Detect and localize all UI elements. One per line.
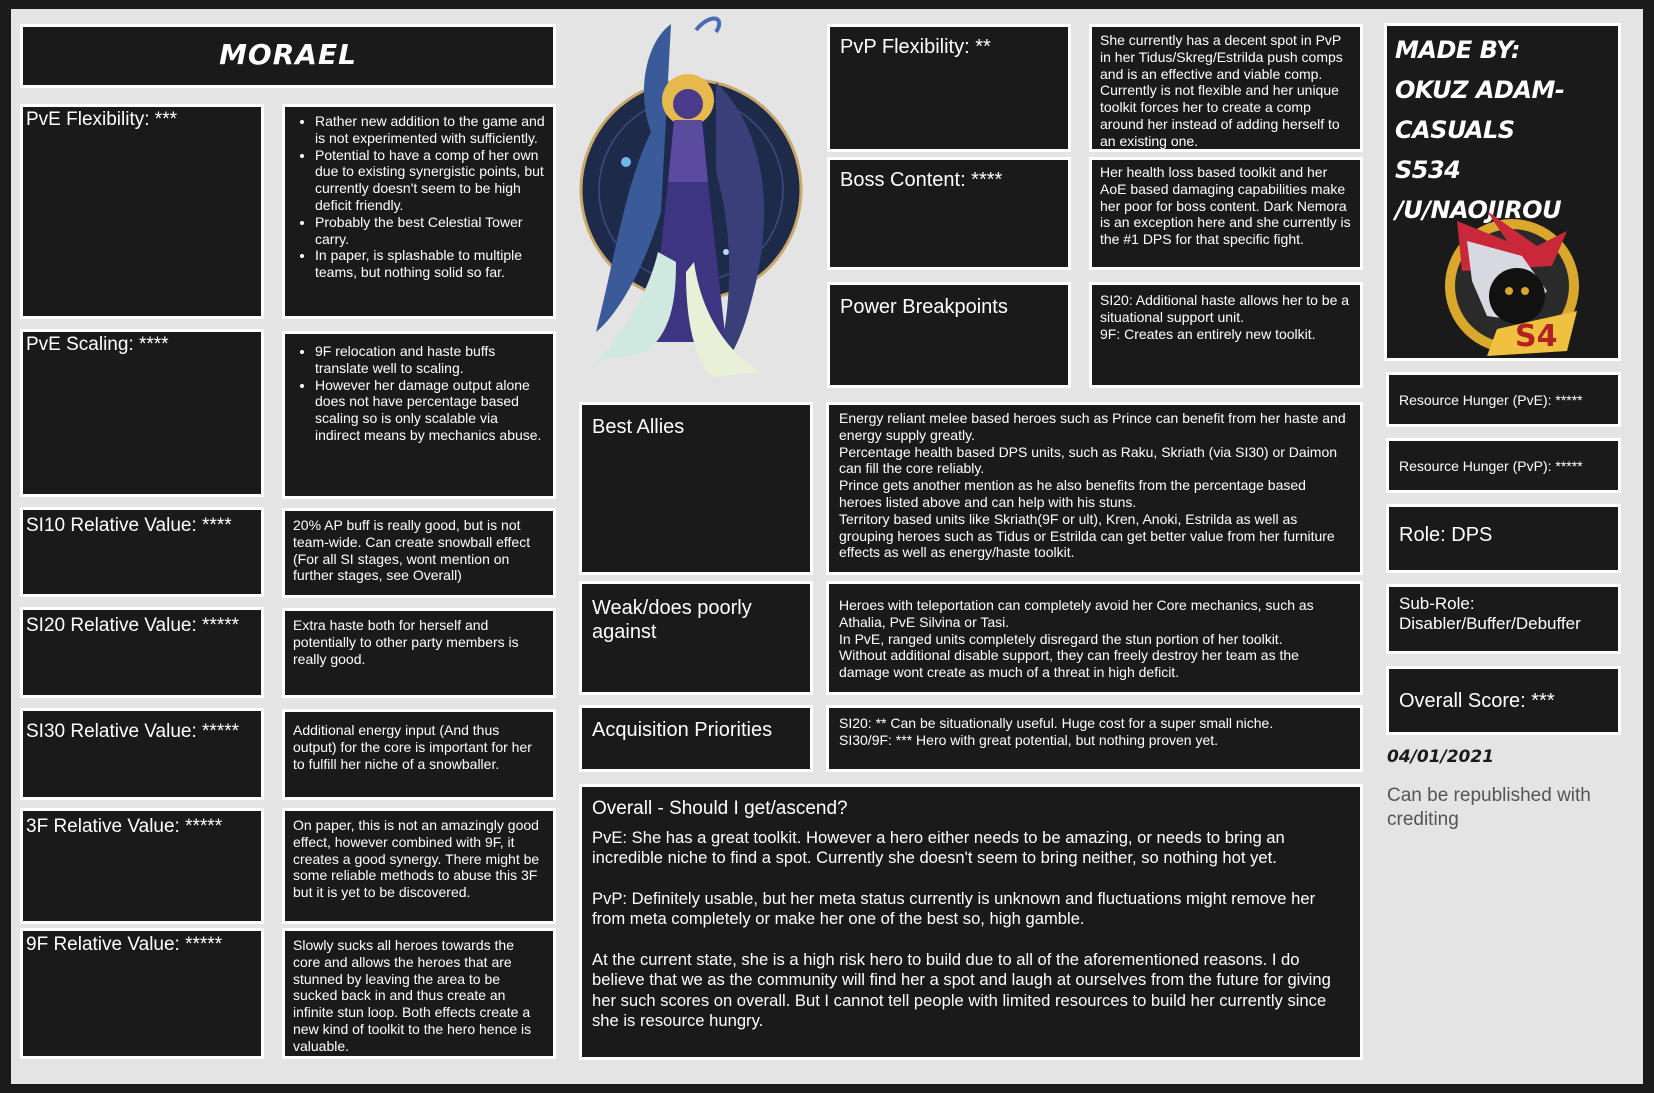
reddit-handle: /U/NAOJIROU — [1395, 196, 1562, 224]
weak-against-label-box — [579, 581, 813, 695]
hero-title: MORAEL — [219, 38, 357, 71]
list-item: • Potential to have a comp of her own due to existing synergistic points, but currently doesn't seem to be high deficit friendly. — [315, 147, 545, 214]
resource-hunger-pve-box — [1386, 372, 1621, 427]
si10-label: SI10 Relative Value: **** — [26, 515, 232, 536]
overall-paragraph: PvP: Definitely usable, but her meta status currently is unknown and fluctuations might remove her from meta completely or make her one of the best so, high gamble. — [592, 888, 1316, 928]
si30-label-box — [20, 708, 264, 800]
pve-scaling-text-box — [282, 331, 556, 499]
overall-paragraph: At the current state, she is a high risk hero to build due to all of the aforementioned reasons. I do believe that we as the community will find her a spot and laugh at ourselves from the future for giving her such scores on overall. But I cannot tell people with limited resources to build her currently since she is resource hungry. — [592, 949, 1331, 1030]
weak-against-line: Heroes with teleportation can completely avoid her Core mechanics, such as Athalia, PvE Silvina or Tasi. — [839, 597, 1314, 630]
3f-label: 3F Relative Value: ***** — [26, 816, 223, 837]
weak-against-line: In PvE, ranged units completely disregard the stun portion of her toolkit. — [839, 630, 1283, 647]
si20-text-box — [282, 608, 556, 698]
overall-score-box — [1386, 666, 1621, 735]
best-allies-line: Energy reliant melee based heroes such as Prince can benefit from her haste and energy supply greatly. — [839, 410, 1346, 443]
list-item: • Rather new addition to the game and is not experimented with sufficiently. — [315, 113, 545, 147]
power-breakpoint-line: 9F: Creates an entirely new toolkit. — [1100, 325, 1316, 342]
best-allies-text-box — [826, 402, 1363, 575]
sub-role-text: Sub-Role: Disabler/Buffer/Debuffer — [1399, 594, 1581, 633]
9f-label-box — [20, 928, 264, 1059]
hero-title-box — [20, 24, 556, 88]
boss-content-label: Boss Content: **** — [840, 169, 1003, 191]
made-by-label: MADE BY: — [1395, 36, 1520, 64]
acquisition-line: SI30/9F: *** Hero with great potential, but nothing proven yet. — [839, 731, 1219, 748]
author-name: OKUZ ADAM-CASUALS — [1395, 76, 1565, 144]
best-allies-label-box — [579, 402, 813, 575]
pve-scaling-list — [293, 343, 545, 444]
pvp-flexibility-label-box — [827, 24, 1071, 152]
weak-against-text-box — [826, 581, 1363, 695]
resource-hunger-pve: Resource Hunger (PvE): ***** — [1399, 392, 1583, 408]
overall-title: Overall - Should I get/ascend? — [592, 798, 848, 819]
overall-paragraph: PvE: She has a great toolkit. However a hero either needs to be amazing, or needs to bring an incredible niche to find a spot. Currently she doesn't seem to bring neither, so nothing hot yet. — [592, 827, 1285, 867]
boss-content-label-box — [827, 157, 1071, 270]
acquisition-line: SI20: ** Can be situationally useful. Huge cost for a super small niche. — [839, 715, 1274, 731]
server-number: S534 — [1395, 156, 1461, 184]
pve-scaling-label-box — [20, 329, 264, 497]
acquisition-text-box — [826, 705, 1363, 772]
power-breakpoints-label-box — [827, 282, 1071, 388]
si20-label: SI20 Relative Value: ***** — [26, 615, 239, 636]
si30-label: SI30 Relative Value: ***** — [26, 721, 239, 742]
role-box — [1386, 504, 1621, 573]
si30-text-box — [282, 709, 556, 800]
pvp-flexibility-text: She currently has a decent spot in PvP in her Tidus/Skreg/Estrilda push comps and is an effective and viable comp. Currently is not flexible and her unique toolkit forces her to create a comp around her instead of adding herself to an existing one. — [1100, 32, 1343, 149]
si30-text: Additional energy input (And thus output) for the core is important for her to fulfill her niche of a snowballer. — [293, 722, 532, 772]
resource-hunger-pvp: Resource Hunger (PvP): ***** — [1399, 458, 1583, 474]
9f-text: Slowly sucks all heroes towards the core and allows the heroes that are stunned by leaving the area to be sucked back in and thus create an infinite stun loop. Both effects create a new kind of toolkit to the hero hence is valuable. — [293, 937, 532, 1054]
si20-label-box — [20, 607, 264, 698]
power-breakpoints-label: Power Breakpoints — [840, 296, 1008, 318]
best-allies-line: Percentage health based DPS units, such as Raku, Skriath (via SI30) or Daimon can fill the core reliably. — [839, 443, 1338, 477]
republish-note: Can be republished with crediting — [1387, 785, 1591, 830]
pvp-flexibility-label: PvP Flexibility: ** — [840, 36, 991, 58]
sub-role-box — [1386, 584, 1621, 654]
best-allies-line: Territory based units like Skriath(9F or ult), Kren, Anoki, Estrilda as well as grouping heroes such as Tidus or Estrilda can get better value from her furniture effects as well as energy/haste toolkit. — [839, 510, 1335, 561]
list-item: • However her damage output alone does not have percentage based scaling so is only scalable via indirect means by mechanics abuse. — [315, 377, 545, 444]
list-item: • Probably the best Celestial Tower carry. — [315, 214, 545, 248]
list-item: • 9F relocation and haste buffs translate well to scaling. — [315, 343, 545, 377]
guild-logo — [1427, 201, 1597, 361]
hero-portrait — [576, 12, 826, 390]
guild-logo-badge: S4 — [1515, 319, 1558, 354]
3f-text-box — [282, 808, 556, 924]
pve-flexibility-label: PvE Flexibility: *** — [26, 109, 177, 130]
pve-flexibility-text-box — [282, 104, 556, 319]
boss-content-text-box — [1089, 157, 1363, 270]
best-allies-line: Prince gets another mention as he also benefits from the percentage based heroes listed above and can help with his stuns. — [839, 477, 1306, 510]
9f-text-box — [282, 928, 556, 1059]
si20-text: Extra haste both for herself and potentially to other party members is really good. — [293, 617, 519, 667]
boss-content-text: Her health loss based toolkit and her AoE based damaging capabilities make her poor for boss content. Dark Nemora is an exception here and she currently is the #1 DPS for that specific fight. — [1100, 164, 1351, 248]
power-breakpoint-line: SI20: Additional haste allows her to be a situational support unit. — [1100, 292, 1350, 325]
pve-flexibility-list — [293, 113, 545, 281]
resource-hunger-pvp-box — [1386, 438, 1621, 493]
weak-against-line: Without additional disable support, they can freely destroy her team as the damage wont create as much of a threat in high deficit. — [839, 647, 1299, 681]
acquisition-label: Acquisition Priorities — [592, 719, 773, 741]
weak-against-label: Weak/does poorly against — [592, 597, 752, 643]
overall-score-text: Overall Score: *** — [1399, 690, 1555, 712]
list-item: • In paper, is splashable to multiple teams, but nothing solid so far. — [315, 247, 545, 281]
overall-box — [579, 784, 1363, 1060]
si10-text: 20% AP buff is really good, but is not team-wide. Can create snowball effect (For all SI stages, wont mention on further stages, see Overall) — [293, 517, 531, 584]
pve-scaling-label: PvE Scaling: **** — [26, 334, 169, 355]
pve-flexibility-label-box — [20, 104, 264, 319]
si10-text-box — [282, 508, 556, 598]
acquisition-label-box — [579, 705, 813, 772]
9f-label: 9F Relative Value: ***** — [26, 934, 223, 955]
best-allies-label: Best Allies — [592, 416, 685, 438]
3f-text: On paper, this is not an amazingly good effect, however combined with 9F, it creates a good synergy. There might be some reliable methods to abuse this 3F but it is yet to be discovered. — [293, 817, 540, 901]
3f-label-box — [20, 808, 264, 924]
power-breakpoints-text-box — [1089, 282, 1363, 388]
date-text: 04/01/2021 — [1387, 747, 1495, 767]
pvp-flexibility-text-box — [1089, 24, 1363, 152]
credits-box — [1384, 23, 1621, 361]
si10-label-box — [20, 507, 264, 597]
role-text: Role: DPS — [1399, 524, 1493, 546]
